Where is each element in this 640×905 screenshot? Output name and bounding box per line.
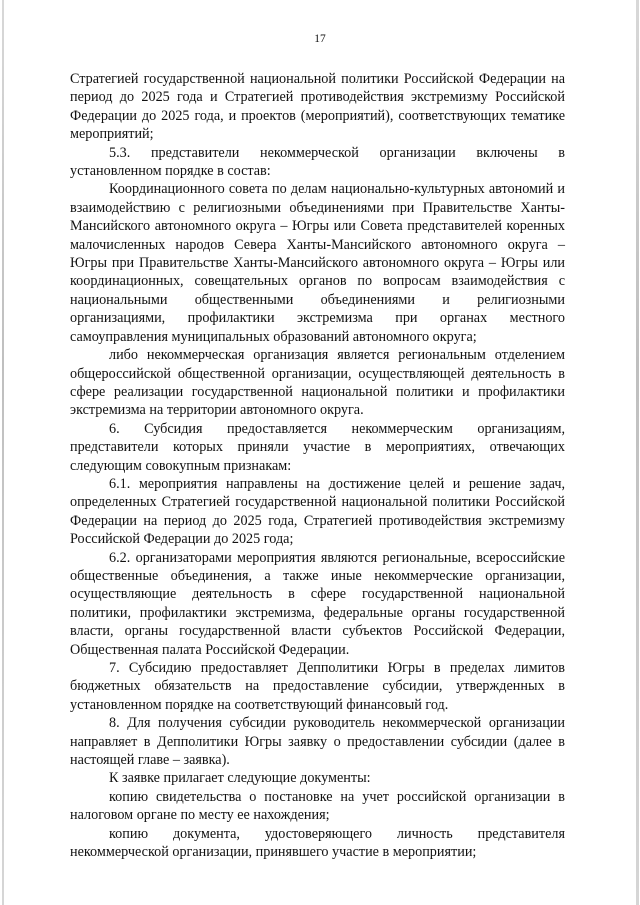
paragraph: 8. Для получения субсидии руководитель некоммерческой организации направляет в Депполитики Югры заявку о предоставлении субсидии (далее в настоящей главе – заявка). xyxy=(70,715,565,769)
paragraph: копию документа, удостоверяющего личность представителя некоммерческой организации, принявшего участие в мероприятии; xyxy=(70,825,565,861)
paragraph: копию свидетельства о постановке на учет российской организации в налоговом органе по месту ее нахождения; xyxy=(70,788,565,824)
paragraph: либо некоммерческая организация является региональным отделением общероссийской общественной организации, осуществляющей деятельность в сфере реализации государственной национальной политики и профилактики экстремизма на территории автономного округа. xyxy=(70,347,565,419)
scan-edge-left xyxy=(2,0,4,905)
page-number: 17 xyxy=(314,33,326,45)
scan-edge-right xyxy=(636,0,639,905)
document-body xyxy=(70,70,565,861)
paragraph: К заявке прилагает следующие документы: xyxy=(109,770,371,787)
paragraph: 6.2. организаторами мероприятия являются региональные, всероссийские общественные объединения, а также иные некоммерческие организации, осуществляющие деятельность в сфере государственной национальной политики, профилактики экстремизма, федеральные органы государственной власти, органы государственной власти субъектов Российской Федерации, Общественная палата Российской Федерации. xyxy=(70,549,565,658)
paragraph: Координационного совета по делам национально-культурных автономий и взаимодействию с религиозными объединениями при Правительстве Ханты-Мансийского автономного округа – Югры или Совета представителей коренных малочисленных народов Севера Ханты-Мансийского автономного округа – Югры при Правительстве Ханты-Мансийского автономного округа – Югры или координационных, совещательных органов по вопросам взаимодействия с национальными общественными объединениями и религиозными организациями, профилактики экстремизма при органах местного самоуправления муниципальных образований автономного округа; xyxy=(70,181,565,345)
paragraph: 5.3. представители некоммерческой организации включены в установленном порядке в состав: xyxy=(70,144,565,180)
paragraph: 6. Субсидия предоставляется некоммерческим организациям, представители которых приняли участие в мероприятиях, отвечающих следующим совокупным признакам: xyxy=(70,420,565,474)
paragraph: 7. Субсидию предоставляет Депполитики Югры в пределах лимитов бюджетных обязательств на предоставление субсидии, утвержденных в установленном порядке на соответствующий финансовый год. xyxy=(70,660,565,713)
paragraph: Стратегией государственной национальной политики Российской Федерации на период до 2025 года и Стратегией противодействия экстремизму Российской Федерации до 2025 года, и проектов (мероприятий), соответствующих тематике мероприятий; xyxy=(70,71,565,143)
paragraph: 6.1. мероприятия направлены на достижение целей и решение задач, определенных Стратегией государственной национальной политики Российской Федерации на период до 2025 года, Стратегией противодействия экстремизму Российской Федерации до 2025 года; xyxy=(70,475,565,548)
